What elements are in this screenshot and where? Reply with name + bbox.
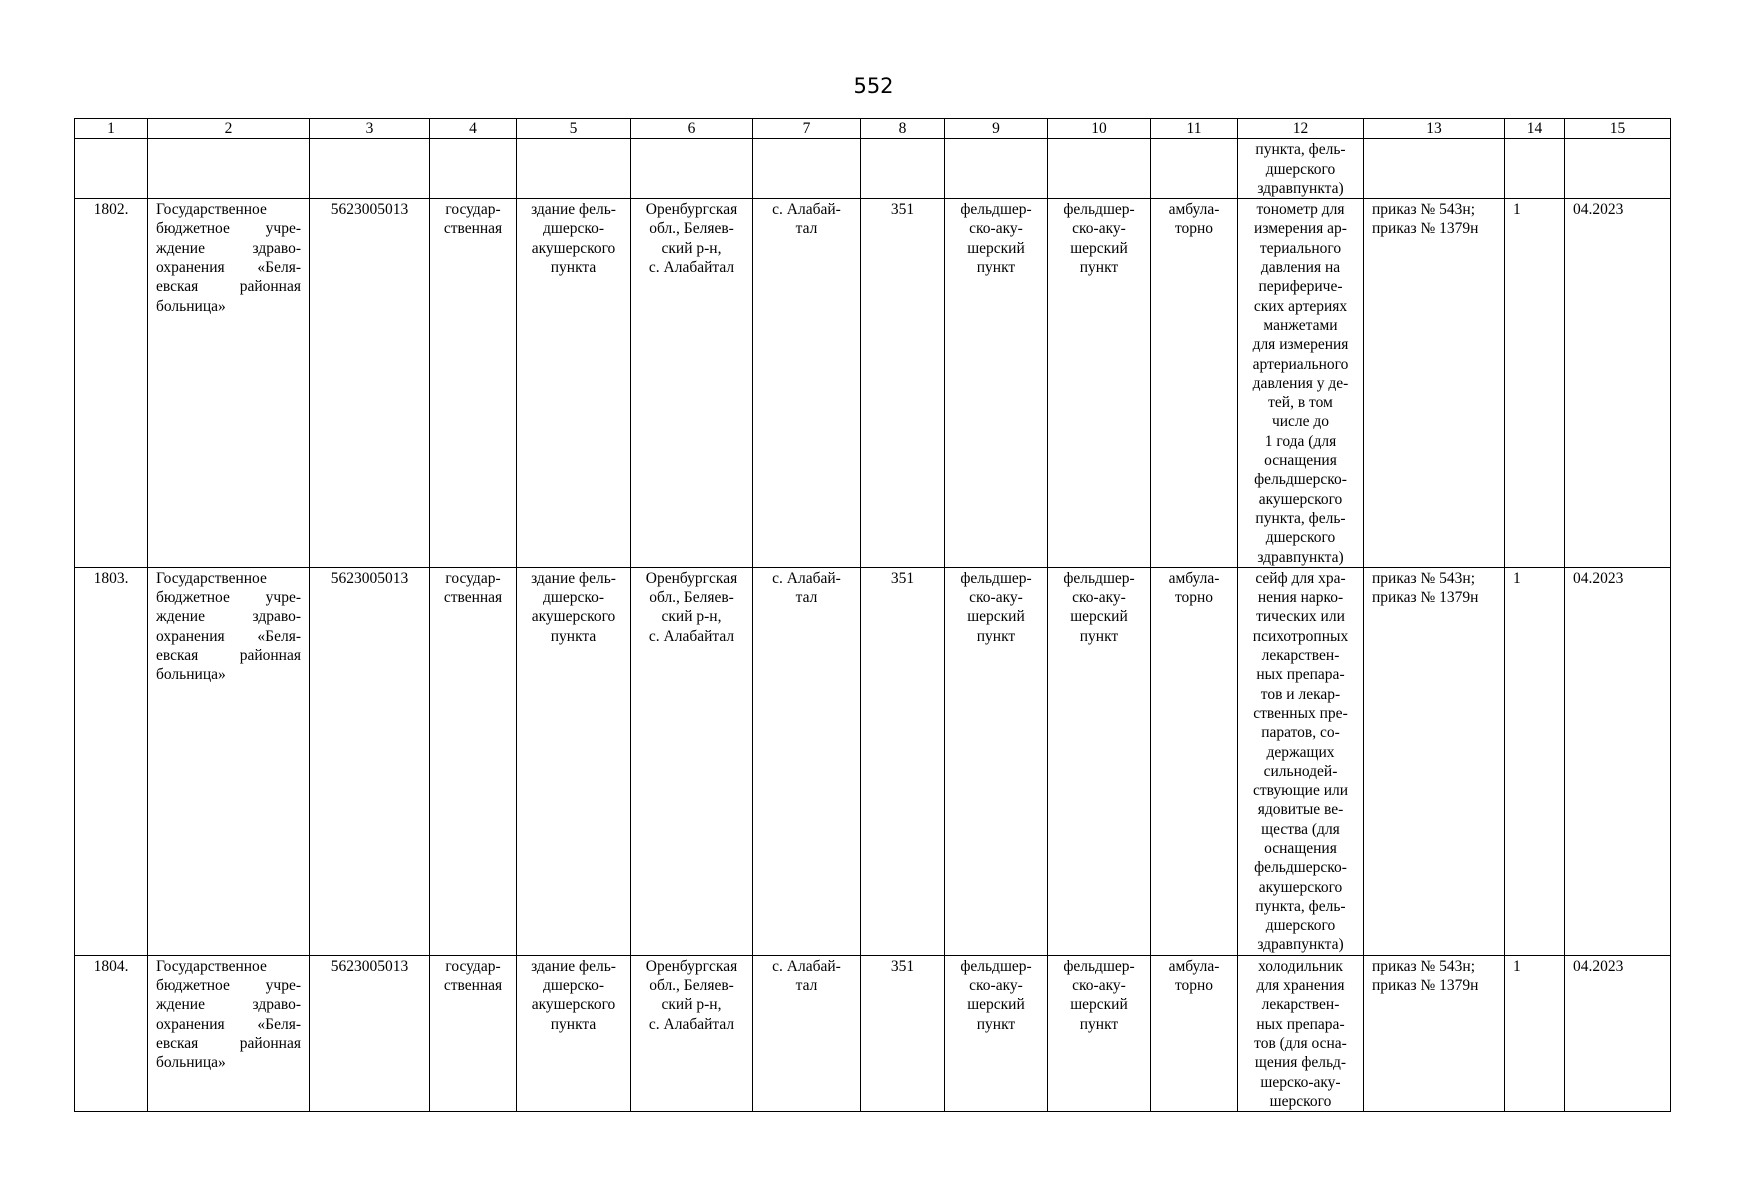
column-header: 11 — [1151, 119, 1238, 139]
column-header: 12 — [1238, 119, 1364, 139]
facility-name-cell: фельдшер- ско-аку- шерский пункт — [1048, 567, 1151, 955]
row-number-cell: 1804. — [75, 955, 148, 1111]
table-row — [75, 955, 1671, 1111]
column-header: 5 — [517, 119, 631, 139]
ownership-cell: государ- ственная — [430, 199, 517, 568]
population-cell: 351 — [861, 955, 945, 1111]
building-cell: здание фель- дшерско- акушерского пункта — [517, 955, 631, 1111]
care-condition-cell: амбула- торно — [1151, 955, 1238, 1111]
table-cell — [1048, 139, 1151, 199]
registry-table — [74, 118, 1671, 1112]
facility-name-cell: фельдшер- ско-аку- шерский пункт — [1048, 955, 1151, 1111]
population-cell: 351 — [861, 199, 945, 568]
quantity-cell: 1 — [1505, 199, 1565, 568]
column-header: 3 — [310, 119, 430, 139]
facility-type-cell: фельдшер- ско-аку- шерский пункт — [945, 199, 1048, 568]
column-header: 6 — [631, 119, 753, 139]
table-cell — [753, 139, 861, 199]
column-header: 4 — [430, 119, 517, 139]
table-row — [75, 567, 1671, 955]
care-condition-cell: амбула- торно — [1151, 199, 1238, 568]
column-header: 14 — [1505, 119, 1565, 139]
organization-cell: Государственное бюджетное учре-ждение здраво-охранения «Беля-евская районная больница» — [148, 567, 310, 955]
table-cell — [75, 139, 148, 199]
quantity-cell: 1 — [1505, 955, 1565, 1111]
equipment-cell: холодильник для хранения лекарствен- ных препара- тов (для осна- щения фельд- шерско-аку- шерского — [1238, 955, 1364, 1111]
column-header: 15 — [1565, 119, 1671, 139]
facility-type-cell: фельдшер- ско-аку- шерский пункт — [945, 567, 1048, 955]
column-header: 1 — [75, 119, 148, 139]
table-cell — [1364, 139, 1505, 199]
table-cell — [517, 139, 631, 199]
address-cell: Оренбургская обл., Беляев- ский р-н, с. Алабайтал — [631, 199, 753, 568]
date-cell: 04.2023 — [1565, 199, 1671, 568]
organization-cell: Государственное бюджетное учре-ждение здраво-охранения «Беля-евская районная больница» — [148, 199, 310, 568]
equipment-cell: тонометр для измерения ар- териального давления на перифериче- ских артериях манжетами для измерения артериального давления у де- тей, в том числе до 1 года (для оснащения фельдшерско- акушерского пункта, фель- дшерского здравпункта) — [1238, 199, 1364, 568]
header-row — [75, 119, 1671, 139]
table-cell — [310, 139, 430, 199]
building-cell: здание фель- дшерско- акушерского пункта — [517, 199, 631, 568]
table-cell — [430, 139, 517, 199]
order-cell: приказ № 543н; приказ № 1379н — [1364, 199, 1505, 568]
inn-cell: 5623005013 — [310, 199, 430, 568]
continuation-row — [75, 139, 1671, 199]
column-header: 2 — [148, 119, 310, 139]
address-cell: Оренбургская обл., Беляев- ский р-н, с. Алабайтал — [631, 567, 753, 955]
row-number-cell: 1802. — [75, 199, 148, 568]
column-header: 9 — [945, 119, 1048, 139]
date-cell: 04.2023 — [1565, 567, 1671, 955]
settlement-cell: с. Алабай- тал — [753, 567, 861, 955]
settlement-cell: с. Алабай- тал — [753, 199, 861, 568]
table-cell — [1565, 139, 1671, 199]
care-condition-cell: амбула- торно — [1151, 567, 1238, 955]
table-cell — [861, 139, 945, 199]
column-header: 8 — [861, 119, 945, 139]
column-header: 10 — [1048, 119, 1151, 139]
date-cell: 04.2023 — [1565, 955, 1671, 1111]
column-header: 7 — [753, 119, 861, 139]
table-cell — [945, 139, 1048, 199]
table-cell — [631, 139, 753, 199]
table-cell — [1151, 139, 1238, 199]
row-number-cell: 1803. — [75, 567, 148, 955]
equipment-cell: сейф для хра- нения нарко- тических или психотропных лекарствен- ных препара- тов и лекар- ственных пре- паратов, со- держащих сильнодей- ствующие или ядовитые ве- щества (для оснащения фельдшерско- акушерского пункта, фель- дшерского здравпункта) — [1238, 567, 1364, 955]
inn-cell: 5623005013 — [310, 567, 430, 955]
ownership-cell: государ- ственная — [430, 955, 517, 1111]
organization-cell: Государственное бюджетное учре-ждение здраво-охранения «Беля-евская районная больница» — [148, 955, 310, 1111]
ownership-cell: государ- ственная — [430, 567, 517, 955]
facility-type-cell: фельдшер- ско-аку- шерский пункт — [945, 955, 1048, 1111]
population-cell: 351 — [861, 567, 945, 955]
page-number: 552 — [853, 74, 894, 98]
table-cell — [148, 139, 310, 199]
equipment-cell: пункта, фель- дшерского здравпункта) — [1238, 139, 1364, 199]
table-row — [75, 199, 1671, 568]
order-cell: приказ № 543н; приказ № 1379н — [1364, 955, 1505, 1111]
column-header: 13 — [1364, 119, 1505, 139]
order-cell: приказ № 543н; приказ № 1379н — [1364, 567, 1505, 955]
address-cell: Оренбургская обл., Беляев- ский р-н, с. Алабайтал — [631, 955, 753, 1111]
table-cell — [1505, 139, 1565, 199]
settlement-cell: с. Алабай- тал — [753, 955, 861, 1111]
inn-cell: 5623005013 — [310, 955, 430, 1111]
facility-name-cell: фельдшер- ско-аку- шерский пункт — [1048, 199, 1151, 568]
building-cell: здание фель- дшерско- акушерского пункта — [517, 567, 631, 955]
quantity-cell: 1 — [1505, 567, 1565, 955]
